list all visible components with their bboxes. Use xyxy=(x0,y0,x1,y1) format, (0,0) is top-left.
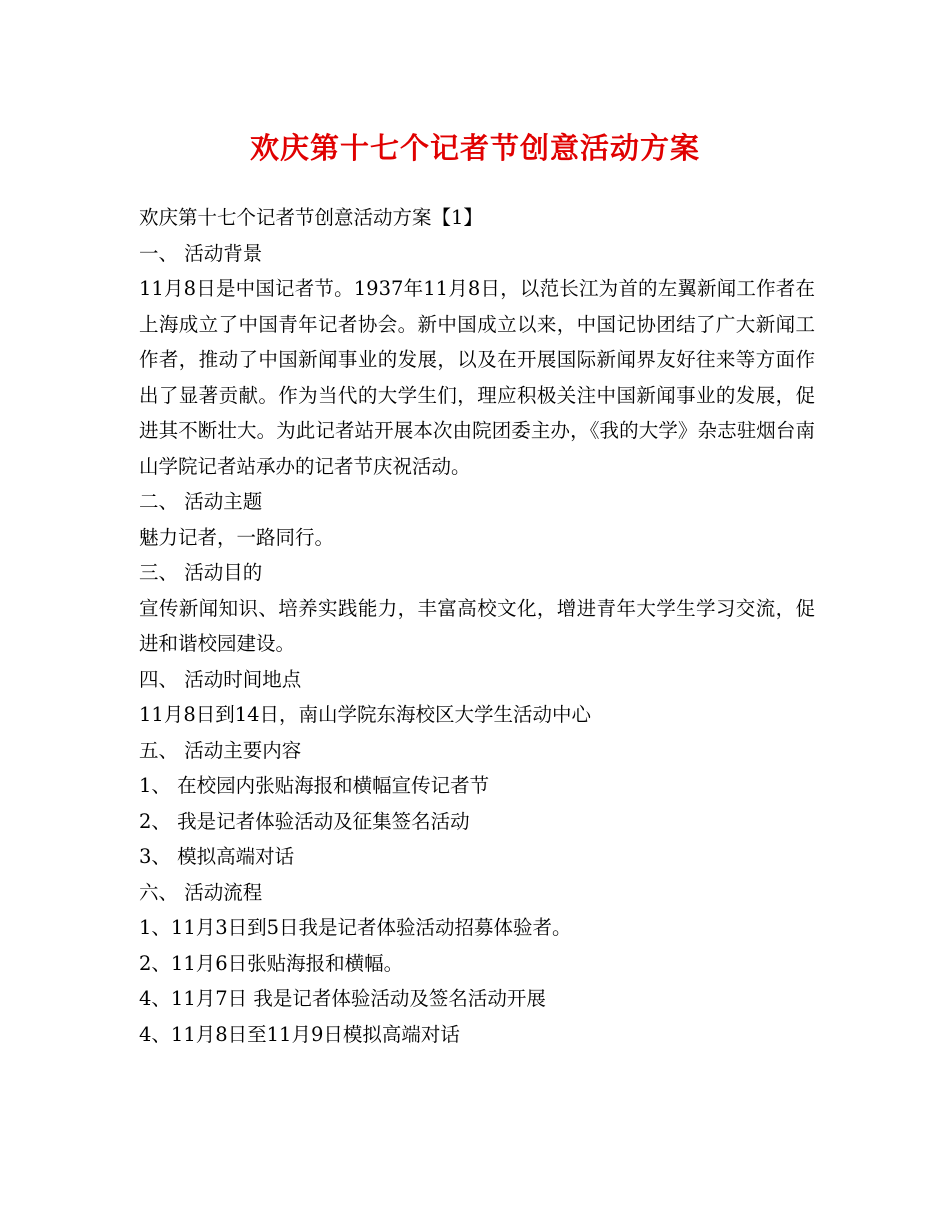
section-heading-process: 六、 活动流程 xyxy=(139,880,263,904)
section-heading-background: 一、 活动背景 xyxy=(139,241,263,265)
background-paragraph: 11月8日是中国记者节。1937年11月8日，以范长江为首的左翼新闻工作者在上海成立了中国青年记者协会。新中国成立以来，中国记协团结了广大新闻工作者，推动了中国新闻事业的发展，以及在开展国际新闻界友好往来等方面作出了显著贡献。作为当代的大学生们，理应积极关注中国新闻事业的发展，促进其不断壮大。为此记者站开展本次由院团委主办，《我的大学》杂志驻烟台南山学院记者站承办的记者节庆祝活动。 xyxy=(139,277,815,478)
content-item-2: 2、 我是记者体验活动及征集签名活动 xyxy=(139,809,470,833)
document-body xyxy=(139,200,815,1052)
purpose-paragraph: 宣传新闻知识、培养实践能力，丰富高校文化，增进青年大学生学习交流，促进和谐校园建设。 xyxy=(139,596,815,655)
process-item-1: 1、11月3日到5日我是记者体验活动招募体验者。 xyxy=(139,916,572,939)
content-item-1: 1、 在校园内张贴海报和横幅宣传记者节 xyxy=(139,774,490,797)
section-heading-theme: 二、 活动主题 xyxy=(139,490,263,513)
process-item-3: 4、11月7日 我是记者体验活动及签名活动开展 xyxy=(139,987,546,1010)
process-item-2: 2、11月6日张贴海报和横幅。 xyxy=(139,951,404,975)
process-item-4: 4、11月8日至11月9日模拟高端对话 xyxy=(139,1022,460,1046)
content-item-3: 3、 模拟高端对话 xyxy=(139,845,295,868)
document-title: 欢庆第十七个记者节创意活动方案 xyxy=(249,131,700,165)
time-place-paragraph: 11月8日到14日，南山学院东海校区大学生活动中心 xyxy=(139,703,592,726)
theme-paragraph: 魅力记者，一路同行。 xyxy=(139,525,335,549)
section-heading-time-place: 四、 活动时间地点 xyxy=(139,667,302,691)
section-heading-content: 五、 活动主要内容 xyxy=(139,738,302,762)
subtitle-line: 欢庆第十七个记者节创意活动方案【1】 xyxy=(139,206,483,229)
section-heading-purpose: 三、 活动目的 xyxy=(139,561,263,584)
